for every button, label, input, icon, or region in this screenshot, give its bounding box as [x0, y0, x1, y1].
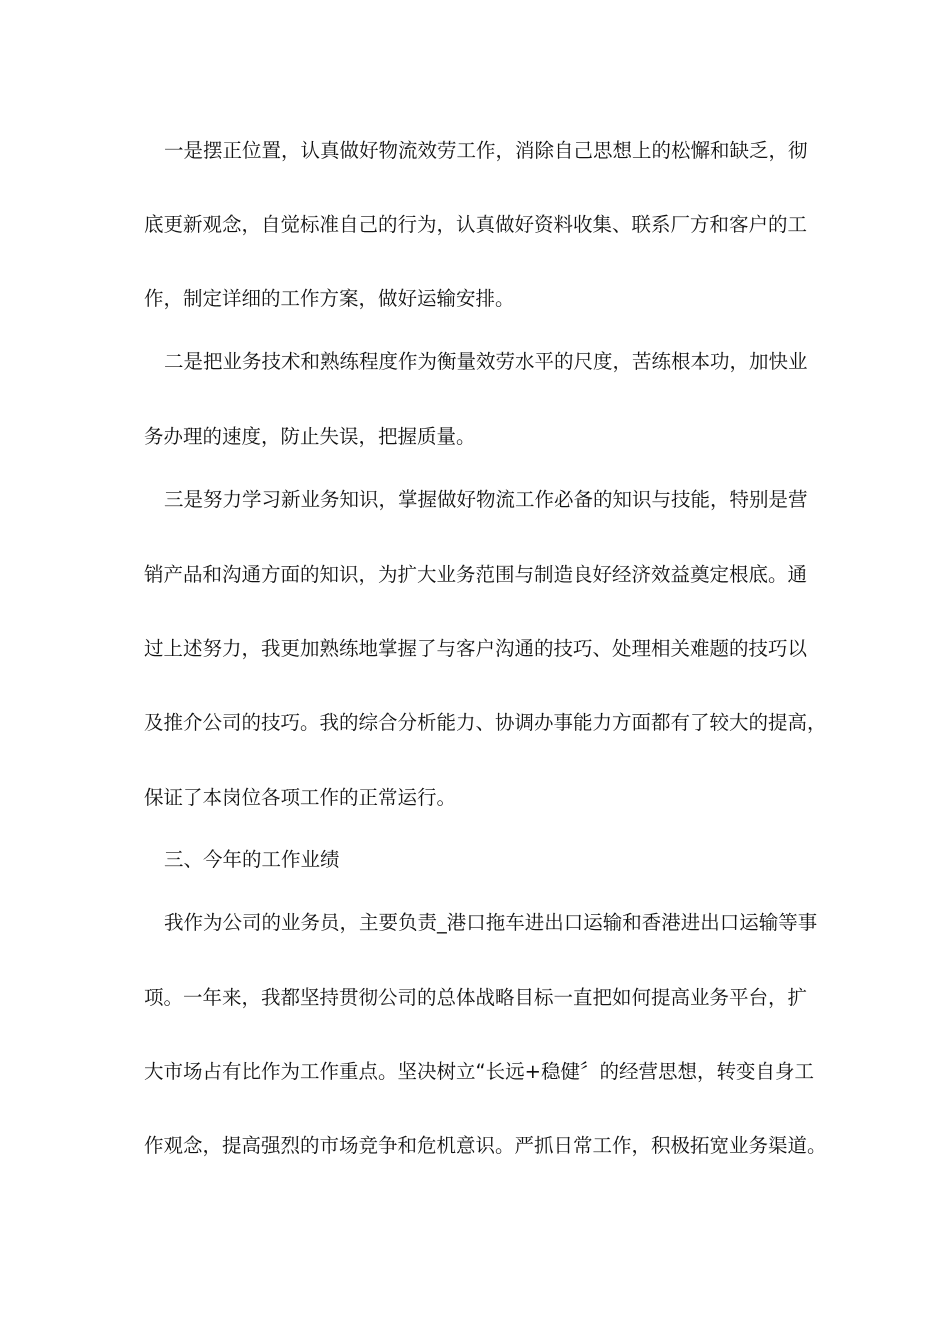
paragraph-3-line-2: 销产品和沟通方面的知识，为扩大业务范围与制造良好经济效益奠定根底。通 [144, 563, 808, 586]
paragraph-3-line-5: 保证了本岗位各项工作的正常运行。 [144, 786, 457, 809]
paragraph-4-line-2: 项。一年来，我都坚持贯彻公司的总体战略目标一直把如何提高业务平台，扩 [144, 986, 808, 1009]
paragraph-3-line-1: 三是努力学习新业务知识，掌握做好物流工作必备的知识与技能，特别是营 [164, 488, 808, 511]
paragraph-2-line-2: 务办理的速度，防止失误，把握质量。 [144, 425, 476, 448]
paragraph-1-line-3: 作，制定详细的工作方案，做好运输安排。 [144, 287, 515, 310]
section-heading: 三、今年的工作业绩 [164, 848, 340, 871]
paragraph-3-line-3: 过上述努力，我更加熟练地掌握了与客户沟通的技巧、处理相关难题的技巧以 [144, 637, 808, 660]
paragraph-2-line-1: 二是把业务技术和熟练程度作为衡量效劳水平的尺度，苦练根本功，加快业 [164, 350, 808, 373]
paragraph-4-line-4: 作观念，提高强烈的市场竞争和危机意识。严抓日常工作，积极拓宽业务渠道。 [144, 1134, 827, 1157]
paragraph-3-line-4: 及推介公司的技巧。我的综合分析能力、协调办事能力方面都有了较大的提高， [144, 711, 827, 734]
paragraph-4-line-1: 我作为公司的业务员，主要负责_港口拖车进出口运输和香港进出口运输等事 [164, 911, 818, 934]
paragraph-4-line-3: 大市场占有比作为工作重点。坚决树立“长远+稳健〞的经营思想，转变自身工 [144, 1060, 814, 1083]
paragraph-1-line-2: 底更新观念，自觉标准自己的行为，认真做好资料收集、联系厂方和客户的工 [144, 213, 808, 236]
paragraph-1-line-1: 一是摆正位置，认真做好物流效劳工作，消除自己思想上的松懈和缺乏，彻 [164, 139, 808, 162]
